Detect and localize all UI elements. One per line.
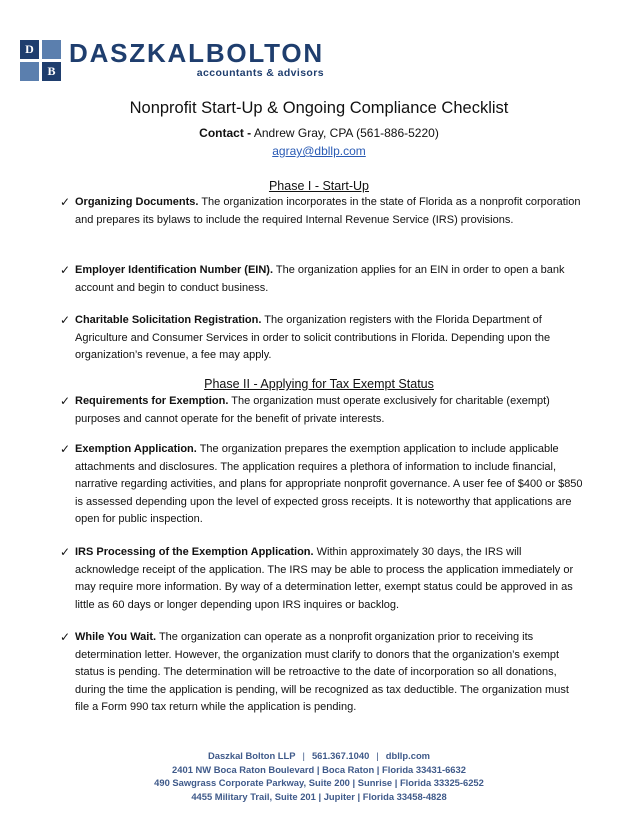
footer-separator: | — [376, 750, 379, 761]
logo-wordmark — [69, 40, 324, 80]
item-body: The organization incorporates in the state of Florida as a nonprofit corporation and prepares its bylaws to include the required Internal Revenue Service (IRS) provisions. — [75, 196, 581, 226]
footer-separator: | — [302, 750, 305, 761]
footer-contact-line — [0, 749, 638, 763]
logo-name-part2: BOLTON — [205, 38, 324, 68]
logo-name-part1: DASZKAL — [69, 38, 206, 68]
check-icon: ✓ — [60, 442, 71, 456]
item-body: The organization registers with the Florida Department of Agriculture and Consumer Services in order to solicit contributions in Florida. Depending upon the organization’s revenue, a fee may apply. — [75, 314, 551, 361]
logo-block — [20, 62, 39, 81]
page-title: Nonprofit Start-Up & Ongoing Compliance Checklist — [129, 99, 509, 117]
item-heading: While You Wait. — [75, 631, 157, 643]
logo-block — [42, 40, 61, 59]
checklist-item — [60, 544, 585, 614]
contact-email-link[interactable]: agray@dbllp.com — [272, 144, 366, 158]
logo-letter-d: D — [20, 40, 39, 59]
item-heading: Employer Identification Number (EIN). — [75, 264, 274, 276]
logo-name — [69, 40, 324, 66]
item-heading: IRS Processing of the Exemption Application. — [75, 546, 314, 558]
check-icon: ✓ — [60, 313, 71, 327]
company-logo — [20, 40, 324, 82]
logo-mark — [20, 40, 61, 81]
contact-label: Contact - — [199, 126, 252, 140]
check-icon: ✓ — [60, 263, 71, 277]
item-body: The organization prepares the exemption application to include applicable attachments and disclosures. The application requires a plethora of information to include financial, narrative regarding activities, and plans for appropriate nonprofit governance. A user fee of $400 or $850 is assessed depending upon the level of expected gross receipts. It is noteworthy that applications are open for public inspection. — [75, 443, 583, 525]
check-icon: ✓ — [60, 630, 71, 644]
checklist-item — [60, 393, 585, 428]
footer-address-boca: 2401 NW Boca Raton Boulevard | Boca Raton | Florida 33431-6632 — [172, 763, 466, 775]
contact-line — [0, 126, 638, 140]
item-heading: Requirements for Exemption. — [75, 395, 229, 407]
footer-address-sunrise: 490 Sawgrass Corporate Parkway, Suite 200 | Sunrise | Florida 33325-6252 — [154, 777, 484, 788]
footer-phone: 561.367.1040 — [311, 750, 370, 761]
contact-value: Andrew Gray, CPA (561-886-5220) — [253, 126, 439, 140]
item-body: The organization must operate exclusively for charitable (exempt) purposes and cannot operate for the benefit of private interests. — [75, 395, 550, 425]
item-body: The organization applies for an EIN in order to open a bank account and begin to conduct business. — [75, 264, 565, 294]
item-heading: Exemption Application. — [75, 443, 197, 455]
check-icon: ✓ — [60, 195, 71, 209]
checklist-item — [60, 262, 585, 297]
footer-firm: Daszkal Bolton LLP — [207, 750, 296, 761]
footer-address-jupiter: 4455 Military Trail, Suite 201 | Jupiter | Florida 33458-4828 — [191, 790, 447, 802]
checklist-item — [60, 312, 585, 365]
item-body: Within approximately 30 days, the IRS will acknowledge receipt of the application. The IRS may be able to process the application immediately or may require more information. By way of a determination letter, exempt status could be approved in as little as 60 days or longer depending upon IRS inquires or backlog. — [75, 546, 574, 611]
item-heading: Organizing Documents. — [75, 196, 199, 208]
logo-tagline: accountants & advisors — [196, 67, 324, 79]
phase2-heading: Phase II - Applying for Tax Exempt Status — [204, 377, 434, 391]
checklist-item — [60, 441, 585, 529]
checklist-item — [60, 629, 585, 717]
logo-letter-b: B — [42, 62, 61, 81]
phase1-heading: Phase I - Start-Up — [268, 179, 370, 193]
check-icon: ✓ — [60, 394, 71, 408]
item-body: The organization can operate as a nonprofit organization prior to receiving its determination letter. However, the organization must clarify to donors that the organization’s exempt status is pending. The determination will be retroactive to the date of incorporation so all donations, during the time the application is pending, will be recognized as tax deductible. The organization must file a Form 990 tax return while the application is pending. — [75, 631, 569, 713]
page-footer — [0, 749, 638, 803]
item-heading: Charitable Solicitation Registration. — [75, 314, 262, 326]
checklist-item — [60, 194, 585, 229]
check-icon: ✓ — [60, 545, 71, 559]
footer-website[interactable]: dbllp.com — [385, 750, 431, 761]
